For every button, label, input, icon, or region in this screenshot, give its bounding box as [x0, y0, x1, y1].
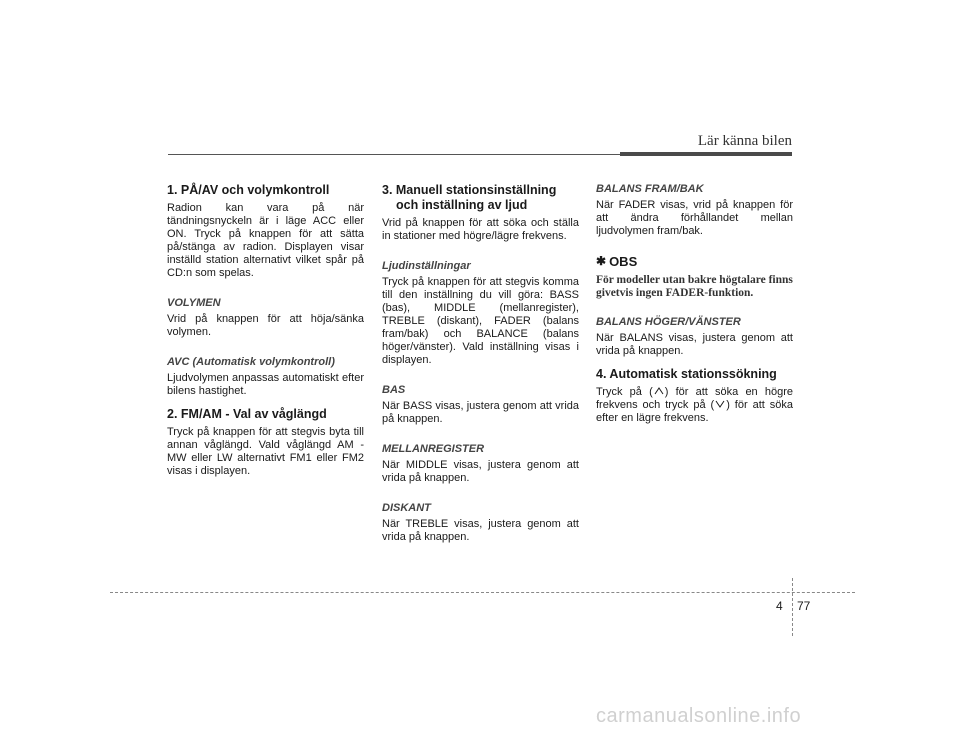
seek-down-icon — [714, 399, 726, 409]
obs-title: OBS — [609, 254, 638, 269]
ljudinstallningar-label: Ljudinställningar — [382, 260, 471, 272]
footer-divider — [792, 578, 793, 636]
bas-text: När BASS visas, justera genom att vrida på knappen. — [382, 400, 579, 425]
section-4-text-c: ) för att söka efter en lägre frekvens. — [596, 399, 793, 424]
section-4-text-a: Tryck på ( — [596, 386, 653, 398]
section-1-title: 1. PÅ/AV och volymkontroll — [167, 183, 330, 197]
section-4-title: 4. Automatisk stationssökning — [596, 367, 777, 381]
asterisk-icon: ✱ — [596, 254, 607, 268]
balans-hoger-vanster-text: När BALANS visas, justera genom att vrida på knappen. — [596, 332, 793, 357]
obs-heading — [596, 255, 793, 268]
obs-note: För modeller utan bakre högtalare finns givetvis ingen FADER-funktion. — [596, 274, 793, 299]
column-3 — [596, 183, 793, 442]
seek-up-icon — [653, 386, 665, 396]
section-header-title: Lär känna bilen — [697, 133, 792, 149]
section-3-text: Vrid på knappen för att söka och ställa in stationer med högre/lägre frekvens. — [382, 217, 579, 242]
section-3-title: 3. Manuell stationsinställning och inställning av ljud — [382, 183, 557, 212]
section-1-text: Radion kan vara på när tändningsnyckeln är i läge ACC eller ON. Tryck på knappen för att sätta på/stänga av radion. Displayen visar inställd station alternativt vilket spår på CD:n som spelas. — [167, 202, 364, 279]
mellanregister-text: När MIDDLE visas, justera genom att vrida på knappen. — [382, 459, 579, 484]
mellanregister-label: MELLANREGISTER — [382, 443, 485, 455]
section-4-text-b: ) för att söka en högre frekvens och tryck på ( — [596, 386, 793, 411]
watermark-text: carmanualsonline.info — [596, 705, 802, 727]
footer-rule — [110, 592, 855, 593]
balans-fram-bak-text: När FADER visas, vrid på knappen för att ändra förhållandet mellan ljudvolymen fram/bak. — [596, 199, 793, 237]
avc-text: Ljudvolymen anpassas automatiskt efter bilens hastighet. — [167, 372, 364, 397]
bas-label: BAS — [382, 384, 406, 396]
ljudinstallningar-text: Tryck på knappen för att stegvis komma till den inställning du vill göra: BASS (bas), MIDDLE (mellanregister), TREBLE (diskant), FADER (balans fram/bak) och BALANCE (balans höger/vänster). Vald inställning visas i displayen. — [382, 276, 579, 366]
avc-label: AVC (Automatisk volymkontroll) — [167, 356, 335, 368]
column-1 — [167, 183, 364, 495]
balans-hoger-vanster-label: BALANS HÖGER/VÄNSTER — [596, 316, 741, 328]
volymen-label: VOLYMEN — [167, 297, 221, 309]
diskant-label: DISKANT — [382, 502, 431, 514]
diskant-text: När TREBLE visas, justera genom att vrida på knappen. — [382, 518, 579, 543]
balans-fram-bak-label: BALANS FRAM/BAK — [596, 183, 704, 195]
section-4-text — [596, 386, 793, 425]
page-number: 77 — [797, 599, 811, 613]
section-2-title: 2. FM/AM - Val av våglängd — [167, 407, 327, 421]
volymen-text: Vrid på knappen för att höja/sänka volymen. — [167, 313, 364, 338]
section-2-text: Tryck på knappen för att stegvis byta till annan våglängd. Vald våglängd AM - MW eller LW alternativt FM1 eller FM2 visas i displayen. — [167, 426, 364, 477]
column-2 — [382, 183, 579, 561]
chapter-number: 4 — [776, 599, 783, 613]
header-accent-bar — [620, 152, 792, 156]
